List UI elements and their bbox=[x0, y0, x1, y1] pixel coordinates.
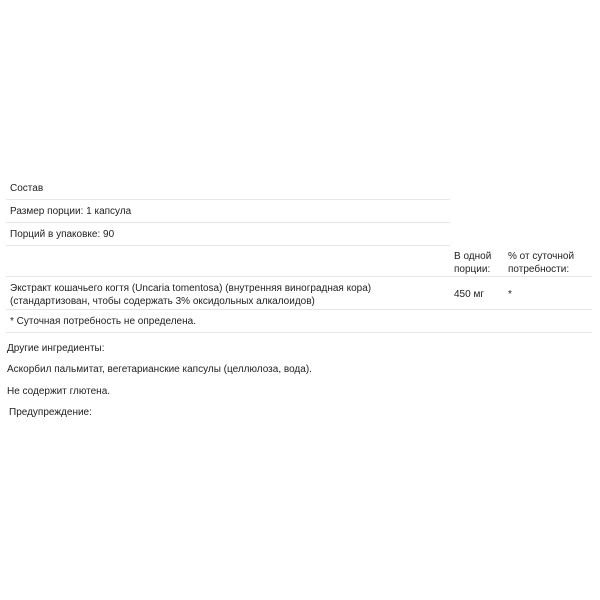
other-ingredients-list: Аскорбил пальмитат, вегетарианские капсулы (целлюлоза, вода). bbox=[7, 364, 312, 375]
facts-footnote: * Суточная потребность не определена. bbox=[10, 316, 196, 327]
other-ingredients-heading: Другие ингредиенты: bbox=[7, 343, 105, 354]
ingredient-amount: 450 мг bbox=[454, 289, 484, 300]
facts-column-header-row bbox=[6, 244, 592, 277]
serving-size: Размер порции: 1 капсула bbox=[6, 200, 450, 223]
facts-footnote-row bbox=[6, 310, 592, 333]
warning-heading: Предупреждение: bbox=[9, 407, 92, 418]
gluten-free-note: Не содержит глютена. bbox=[7, 386, 111, 397]
column-daily-value: % от суточной потребности: bbox=[508, 251, 575, 275]
ingredient-row bbox=[6, 277, 592, 310]
column-amount-per-serving: В одной порции: bbox=[454, 251, 492, 275]
ingredient-daily-value: * bbox=[508, 289, 512, 300]
supplement-facts-table bbox=[6, 177, 450, 246]
facts-title: Состав bbox=[6, 177, 450, 200]
ingredient-name: Экстракт кошачьего когтя (Uncaria tomentosa) (внутренняя виноградная кора) (стандартизован, чтобы содержать 3% оксидольных алкалоидов) bbox=[10, 283, 372, 307]
servings-per-container: Порций в упаковке: 90 bbox=[6, 223, 450, 246]
